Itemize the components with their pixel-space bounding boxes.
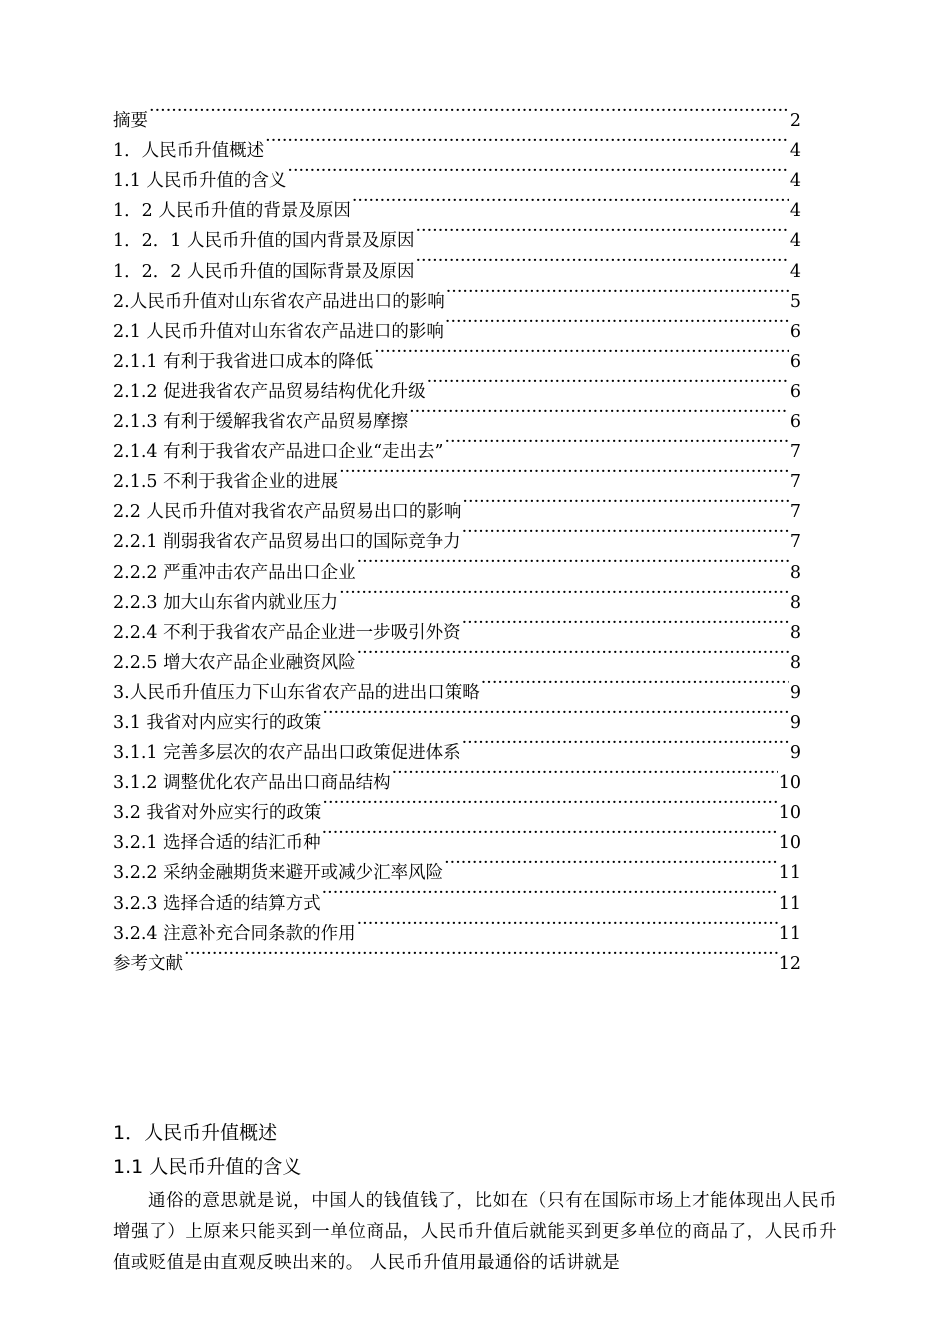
toc-entry-title: 1．2．1 人民币升值的国内背景及原因: [113, 231, 415, 252]
toc-dot-leader: [322, 788, 777, 818]
toc-entry[interactable]: [113, 126, 801, 162]
toc-entry-title: 2.1 人民币升值对山东省农产品进口的影响: [113, 321, 444, 342]
toc-entry-page-number: 11: [778, 923, 801, 944]
toc-dot-leader: [374, 337, 789, 367]
toc-dot-leader: [481, 668, 789, 698]
toc-dot-leader: [462, 608, 789, 638]
toc-entry-title: 2.1.5 不利于我省企业的进展: [113, 472, 339, 493]
toc-entry-page-number: 7: [789, 442, 801, 463]
toc-entry-page-number: 10: [778, 773, 801, 794]
toc-entry-title: 1．2．2 人民币升值的国际背景及原因: [113, 261, 415, 282]
toc-entry-page-number: 9: [789, 743, 801, 764]
subsection-heading: 1.1 人民币升值的含义: [113, 1156, 302, 1178]
toc-dot-leader: [427, 367, 789, 397]
toc-dot-leader: [415, 246, 788, 276]
toc-dot-leader: [462, 487, 788, 517]
toc-dot-leader: [339, 457, 789, 487]
toc-entry-title: 参考文献: [113, 953, 183, 974]
toc-dot-leader: [265, 126, 789, 156]
toc-entry-title: 2.2.5 增大农产品企业融资风险: [113, 652, 356, 673]
toc-entry-page-number: 4: [789, 231, 801, 252]
toc-dot-leader: [462, 728, 789, 758]
toc-dot-leader: [322, 818, 778, 848]
toc-dot-leader: [357, 909, 778, 939]
toc-entry-page-number: 6: [789, 351, 801, 372]
toc-entry-page-number: 11: [778, 863, 801, 884]
toc-entry-title: 3.1.1 完善多层次的农产品出口政策促进体系: [113, 743, 461, 764]
toc-entry-page-number: 7: [789, 472, 801, 493]
toc-dot-leader: [149, 96, 789, 126]
toc-entry-page-number: 4: [789, 141, 801, 162]
toc-dot-leader: [444, 848, 778, 878]
toc-entry-title: 摘要: [113, 111, 148, 132]
toc-entry-page-number: 11: [778, 893, 801, 914]
toc-entry-page-number: 10: [778, 803, 801, 824]
toc-entry-title: 2.人民币升值对山东省农产品进出口的影响: [113, 291, 445, 312]
toc-entry-page-number: 2: [789, 111, 801, 132]
toc-entry-title: 2.2.1 削弱我省农产品贸易出口的国际竞争力: [113, 532, 461, 553]
toc-dot-leader: [415, 216, 788, 246]
toc-dot-leader: [357, 638, 789, 668]
toc-entry-title: 1.1 人民币升值的含义: [113, 171, 287, 192]
toc-entry-title: 3.人民币升值压力下山东省农产品的进出口策略: [113, 682, 480, 703]
toc-dot-leader: [184, 939, 778, 969]
body-paragraph: 通俗的意思就是说，中国人的钱值钱了，比如在（只有在国际市场上才能体现出人民币增强了）上原来只能买到一单位商品，人民币升值后就能买到更多单位的商品了，人民币升值或贬值是由直观反映出来的。 人民币升值用最通俗的话讲就是: [113, 1191, 837, 1273]
toc-entry-title: 1．2 人民币升值的背景及原因: [113, 201, 351, 222]
toc-entry-title: 2.1.4 有利于我省农产品进口企业“走出去”: [113, 442, 444, 463]
toc-entry-title: 1．人民币升值概述: [113, 141, 265, 162]
toc-entry-page-number: 8: [789, 652, 801, 673]
toc-entry-title: 3.1.2 调整优化农产品出口商品结构: [113, 773, 391, 794]
toc-dot-leader: [352, 186, 789, 216]
toc-entry-page-number: 4: [789, 171, 801, 192]
toc-entry-title: 2.2.4 不利于我省农产品企业进一步吸引外资: [113, 622, 461, 643]
toc-dot-leader: [287, 156, 788, 186]
table-of-contents: [113, 96, 801, 974]
toc-entry-title: 2.2.3 加大山东省内就业压力: [113, 592, 339, 613]
toc-entry-page-number: 8: [789, 622, 801, 643]
toc-entry-title: 2.2 人民币升值对我省农产品贸易出口的影响: [113, 502, 462, 523]
toc-dot-leader: [392, 758, 778, 788]
toc-entry-page-number: 6: [789, 321, 801, 342]
toc-entry-page-number: 7: [789, 502, 801, 523]
toc-entry-page-number: 8: [789, 592, 801, 613]
toc-entry-page-number: 6: [789, 381, 801, 402]
section-heading: 1．人民币升值概述: [113, 1122, 278, 1144]
toc-entry[interactable]: [113, 939, 801, 974]
toc-dot-leader: [322, 878, 778, 908]
toc-entry[interactable]: [113, 96, 801, 132]
toc-entry-title: 3.2.1 选择合适的结汇币种: [113, 833, 321, 854]
toc-entry-title: 3.2.3 选择合适的结算方式: [113, 893, 321, 914]
toc-dot-leader: [409, 397, 789, 427]
toc-dot-leader: [446, 277, 789, 307]
toc-entry-title: 3.2.4 注意补充合同条款的作用: [113, 923, 356, 944]
toc-entry-title: 2.1.2 促进我省农产品贸易结构优化升级: [113, 381, 426, 402]
toc-entry-page-number: 10: [778, 833, 801, 854]
toc-entry-title: 2.1.3 有利于缓解我省农产品贸易摩擦: [113, 412, 409, 433]
toc-entry-page-number: 4: [789, 201, 801, 222]
toc-entry-page-number: 4: [789, 261, 801, 282]
toc-entry-title: 3.2.2 采纳金融期货来避开或减少汇率风险: [113, 863, 444, 884]
toc-entry-title: 2.1.1 有利于我省进口成本的降低: [113, 351, 374, 372]
toc-entry-page-number: 9: [789, 712, 801, 733]
toc-entry-title: 3.2 我省对外应实行的政策: [113, 803, 322, 824]
toc-entry-page-number: 5: [789, 291, 801, 312]
toc-entry-page-number: 6: [789, 412, 801, 433]
toc-dot-leader: [357, 547, 789, 577]
toc-entry-title: 2.2.2 严重冲击农产品出口企业: [113, 562, 356, 583]
toc-dot-leader: [462, 517, 789, 547]
toc-entry-page-number: 12: [778, 953, 801, 974]
toc-entry-page-number: 7: [789, 532, 801, 553]
toc-dot-leader: [322, 698, 788, 728]
toc-entry-page-number: 9: [789, 682, 801, 703]
toc-dot-leader: [444, 427, 788, 457]
toc-dot-leader: [339, 578, 789, 608]
toc-entry-page-number: 8: [789, 562, 801, 583]
toc-entry-title: 3.1 我省对内应实行的政策: [113, 712, 322, 733]
toc-dot-leader: [445, 307, 789, 337]
